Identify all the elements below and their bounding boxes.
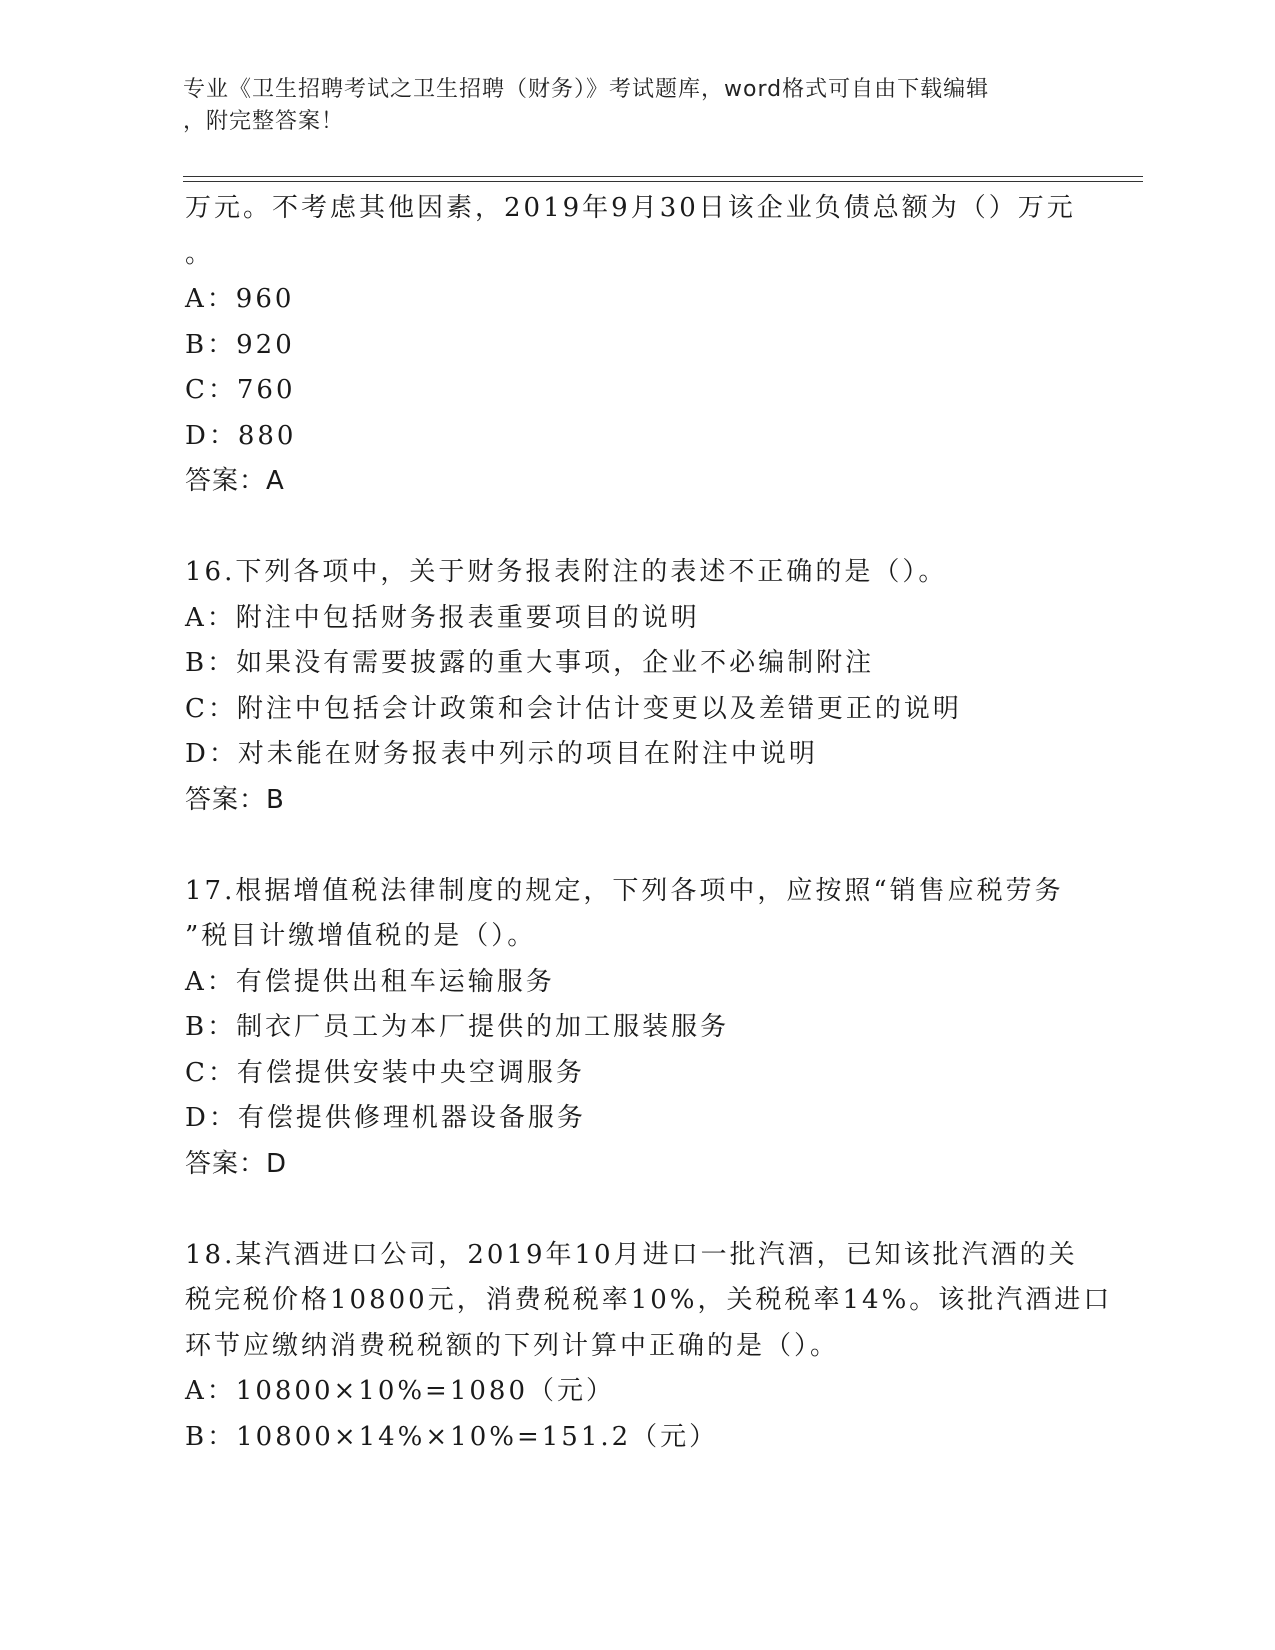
question-stem-line: 万元。不考虑其他因素，2019年9月30日该企业负债总额为（）万元	[185, 193, 1076, 223]
question-spacer	[185, 823, 1085, 869]
question-spacer	[185, 505, 1085, 551]
question-18	[185, 1233, 1113, 1461]
option-a: A：960	[185, 284, 295, 314]
question-stem-line: ”税目计缴增值税的是（）。	[185, 921, 537, 951]
answer-line: 答案：B	[185, 784, 285, 815]
option-b: B：如果没有需要披露的重大事项，企业不必编制附注	[185, 648, 875, 678]
option-b: B：920	[185, 329, 295, 360]
option-a: A：附注中包括财务报表重要项目的说明	[185, 602, 700, 633]
question-stem-line: 环节应缴纳消费税税额的下列计算中正确的是（）。	[185, 1330, 840, 1361]
question-15	[185, 186, 1085, 505]
header-divider-bottom	[183, 181, 1143, 182]
option-c: C：有偿提供安装中央空调服务	[185, 1057, 585, 1088]
question-stem-line: 17.根据增值税法律制度的规定，下列各项中，应按照“销售应税劳务	[185, 875, 1064, 906]
option-c: C：760	[185, 375, 296, 405]
question-list	[185, 186, 1113, 1460]
option-d: D：880	[185, 420, 297, 451]
answer-line: 答案：D	[185, 1148, 288, 1179]
question-16	[185, 550, 1085, 823]
option-a: A：有偿提供出租车运输服务	[185, 966, 555, 997]
option-a: A：10800×10%=1080（元）	[185, 1376, 616, 1406]
header-line-1: 专业《卫生招聘考试之卫生招聘（财务）》考试题库，word格式可自由下载编辑	[183, 77, 990, 102]
document-header	[183, 74, 1063, 138]
header-line-2: ，附完整答案！	[183, 109, 345, 134]
option-b: B：10800×14%×10%=151.2（元）	[185, 1421, 719, 1452]
question-17	[185, 869, 1085, 1188]
option-c: C：附注中包括会计政策和会计估计变更以及差错更正的说明	[185, 693, 962, 724]
question-stem-line: 16.下列各项中，关于财务报表附注的表述不正确的是（）。	[185, 557, 948, 587]
option-d: D：对未能在财务报表中列示的项目在附注中说明	[185, 739, 818, 769]
question-spacer	[185, 1187, 1085, 1233]
header-divider-top	[183, 176, 1143, 177]
question-stem-line: 18.某汽酒进口公司，2019年10月进口一批汽酒，已知该批汽酒的关	[185, 1239, 1078, 1270]
option-b: B：制衣厂员工为本厂提供的加工服装服务	[185, 1012, 730, 1042]
option-d: D：有偿提供修理机器设备服务	[185, 1103, 586, 1133]
answer-line: 答案：A	[185, 466, 285, 496]
question-stem-line: 税完税价格10800元，消费税税率10%，关税税率14%。该批汽酒进口	[185, 1285, 1113, 1315]
question-stem-line: 。	[185, 238, 215, 269]
